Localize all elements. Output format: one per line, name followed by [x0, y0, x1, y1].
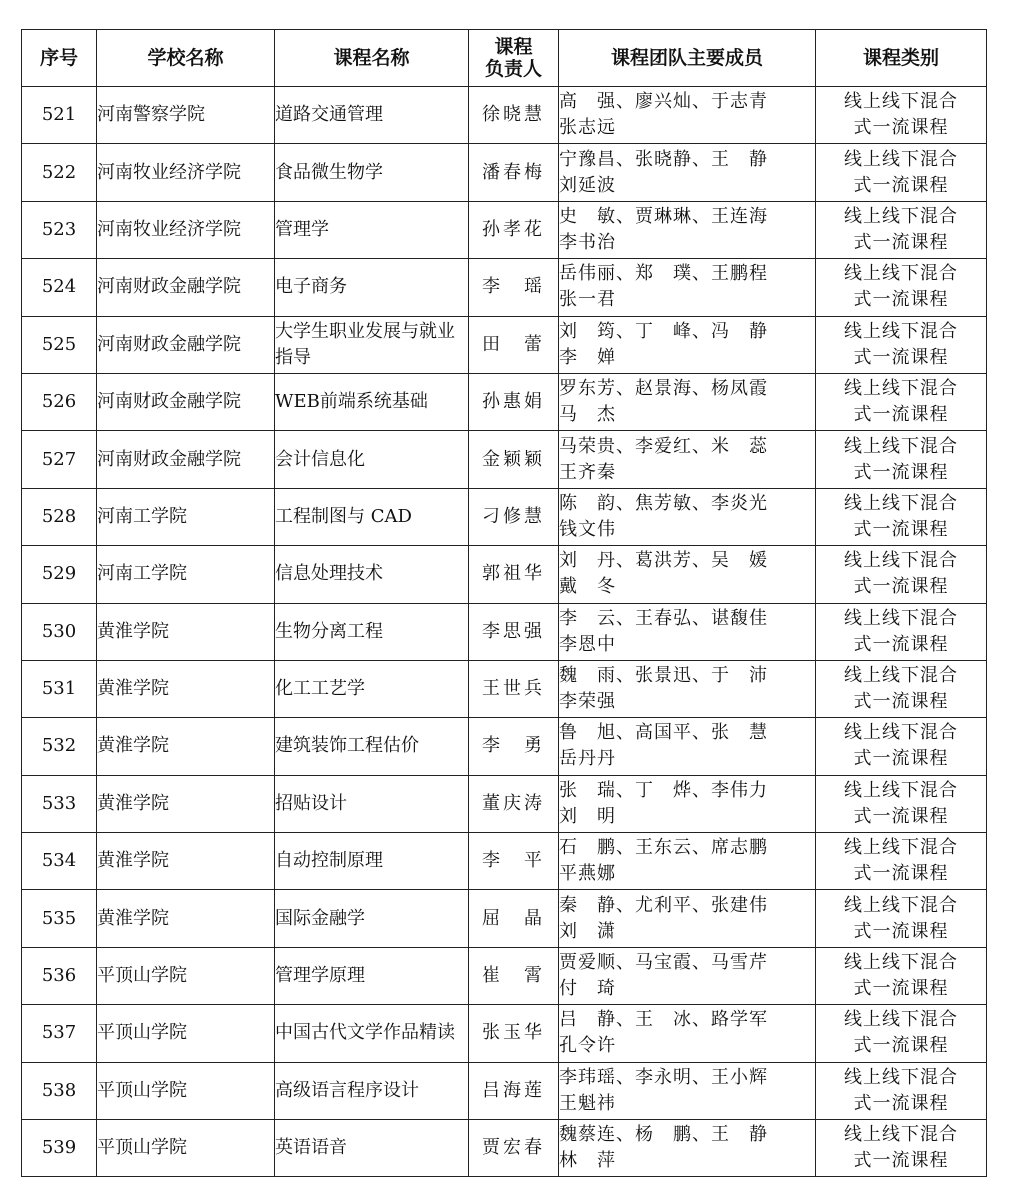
row-type-line1: 线上线下混合	[844, 492, 958, 514]
row-school: 河南工学院	[97, 488, 275, 545]
row-index: 537	[22, 1005, 97, 1062]
row-lead: 崔 霄	[469, 947, 559, 1004]
row-team-line2: 李书治	[559, 231, 616, 253]
row-team	[559, 775, 816, 832]
row-type-line2: 式一流课程	[853, 404, 949, 426]
row-school: 黄淮学院	[97, 890, 275, 947]
row-team	[559, 546, 816, 603]
row-team-line1: 魏蔡连、杨 鹏、王 静	[559, 1124, 768, 1146]
row-course: 信息处理技术	[275, 546, 469, 603]
row-type	[816, 431, 987, 488]
row-team-line1: 刘 筠、丁 峰、冯 静	[559, 320, 768, 342]
row-team-line2: 钱文伟	[559, 518, 616, 540]
row-type-line2: 式一流课程	[853, 346, 949, 368]
row-school: 黄淮学院	[97, 660, 275, 717]
row-type-line1: 线上线下混合	[844, 722, 958, 744]
row-type-line1: 线上线下混合	[844, 378, 958, 400]
row-index: 538	[22, 1062, 97, 1119]
row-course: 管理学	[275, 201, 469, 258]
row-team-line2: 马 杰	[559, 404, 616, 426]
table-row	[22, 890, 987, 947]
row-type-line2: 式一流课程	[853, 748, 949, 770]
row-team	[559, 144, 816, 201]
row-course: 工程制图与 CAD	[275, 488, 469, 545]
row-team	[559, 718, 816, 775]
row-team-line1: 张 瑞、丁 烨、李伟力	[559, 779, 768, 801]
row-type-line2: 式一流课程	[853, 978, 949, 1000]
row-type-line1: 线上线下混合	[844, 320, 958, 342]
row-lead: 李 平	[469, 833, 559, 890]
row-team-line1: 刘 丹、葛洪芳、吴 媛	[559, 550, 768, 572]
row-school: 平顶山学院	[97, 1062, 275, 1119]
row-type	[816, 259, 987, 316]
row-school: 河南牧业经济学院	[97, 144, 275, 201]
row-type-line2: 式一流课程	[853, 231, 949, 253]
row-lead: 吕海莲	[469, 1062, 559, 1119]
row-lead: 张玉华	[469, 1005, 559, 1062]
row-type-line2: 式一流课程	[853, 1150, 949, 1172]
row-team	[559, 833, 816, 890]
row-team	[559, 1005, 816, 1062]
row-type-line1: 线上线下混合	[844, 665, 958, 687]
row-index: 522	[22, 144, 97, 201]
row-type-line1: 线上线下混合	[844, 91, 958, 113]
row-type-line2: 式一流课程	[853, 289, 949, 311]
row-lead: 王世兵	[469, 660, 559, 717]
row-type	[816, 660, 987, 717]
row-lead: 田 蕾	[469, 316, 559, 373]
row-school: 黄淮学院	[97, 833, 275, 890]
row-type	[816, 546, 987, 603]
row-team	[559, 660, 816, 717]
header-type: 课程类别	[816, 30, 987, 87]
course-list-table	[21, 29, 987, 1177]
row-type	[816, 87, 987, 144]
row-course: 大学生职业发展与就业指导	[275, 316, 469, 373]
row-type	[816, 488, 987, 545]
row-team-line2: 张一君	[559, 289, 616, 311]
row-course: 英语语音	[275, 1120, 469, 1177]
row-team-line2: 孔令许	[559, 1035, 616, 1057]
row-type-line1: 线上线下混合	[844, 837, 958, 859]
row-course: 招贴设计	[275, 775, 469, 832]
row-team-line1: 高 强、廖兴灿、于志青	[559, 91, 768, 113]
row-school: 黄淮学院	[97, 603, 275, 660]
row-course: 建筑装饰工程估价	[275, 718, 469, 775]
row-team	[559, 259, 816, 316]
row-team-line1: 秦 静、尤利平、张建伟	[559, 894, 768, 916]
row-team-line1: 吕 静、王 冰、路学军	[559, 1009, 768, 1031]
row-type-line1: 线上线下混合	[844, 1009, 958, 1031]
row-school: 河南财政金融学院	[97, 431, 275, 488]
table-row	[22, 87, 987, 144]
row-type-line1: 线上线下混合	[844, 550, 958, 572]
row-type	[816, 316, 987, 373]
row-team-line2: 李荣强	[559, 691, 616, 713]
row-team	[559, 87, 816, 144]
row-type-line1: 线上线下混合	[844, 952, 958, 974]
row-lead: 金颖颖	[469, 431, 559, 488]
row-type-line2: 式一流课程	[853, 691, 949, 713]
header-lead-line2: 负责人	[484, 58, 542, 80]
row-team-line1: 贾爱顺、马宝霞、马雪芹	[559, 952, 768, 974]
row-type	[816, 201, 987, 258]
table-row	[22, 373, 987, 430]
row-team-line1: 马荣贵、李爱红、米 蕊	[559, 435, 768, 457]
row-type-line2: 式一流课程	[853, 117, 949, 139]
row-type-line2: 式一流课程	[853, 920, 949, 942]
row-index: 535	[22, 890, 97, 947]
header-index: 序号	[22, 30, 97, 87]
row-index: 529	[22, 546, 97, 603]
row-team-line1: 宁豫昌、张晓静、王 静	[559, 148, 768, 170]
row-lead: 孙惠娟	[469, 373, 559, 430]
row-school: 黄淮学院	[97, 718, 275, 775]
row-type	[816, 1120, 987, 1177]
row-lead: 李思强	[469, 603, 559, 660]
row-index: 534	[22, 833, 97, 890]
row-school: 平顶山学院	[97, 947, 275, 1004]
row-team-line1: 李 云、王春弘、谌馥佳	[559, 607, 768, 629]
row-team-line2: 张志远	[559, 117, 616, 139]
row-index: 536	[22, 947, 97, 1004]
row-team-line2: 李恩中	[559, 633, 616, 655]
row-team	[559, 947, 816, 1004]
table-row	[22, 488, 987, 545]
table-row	[22, 833, 987, 890]
row-type-line1: 线上线下混合	[844, 1124, 958, 1146]
table-row	[22, 1120, 987, 1177]
row-team-line1: 陈 韵、焦芳敏、李炎光	[559, 492, 768, 514]
table-row	[22, 947, 987, 1004]
table-header-row	[22, 30, 987, 87]
row-type-line1: 线上线下混合	[844, 779, 958, 801]
row-index: 524	[22, 259, 97, 316]
row-index: 533	[22, 775, 97, 832]
header-team: 课程团队主要成员	[559, 30, 816, 87]
row-team-line1: 岳伟丽、郑 璞、王鹏程	[559, 263, 768, 285]
row-type-line1: 线上线下混合	[844, 607, 958, 629]
row-type-line2: 式一流课程	[853, 576, 949, 598]
header-lead	[469, 30, 559, 87]
row-team-line2: 付 琦	[559, 978, 616, 1000]
row-type-line1: 线上线下混合	[844, 148, 958, 170]
table-row	[22, 1062, 987, 1119]
row-team-line2: 刘 明	[559, 805, 616, 827]
row-lead: 郭祖华	[469, 546, 559, 603]
row-type-line2: 式一流课程	[853, 461, 949, 483]
row-type-line2: 式一流课程	[853, 633, 949, 655]
row-type-line1: 线上线下混合	[844, 205, 958, 227]
row-type	[816, 890, 987, 947]
row-team-line2: 林 萍	[559, 1150, 616, 1172]
row-course: WEB前端系统基础	[275, 373, 469, 430]
row-type-line2: 式一流课程	[853, 174, 949, 196]
row-school: 平顶山学院	[97, 1120, 275, 1177]
row-index: 528	[22, 488, 97, 545]
row-index: 521	[22, 87, 97, 144]
table-row	[22, 431, 987, 488]
row-index: 525	[22, 316, 97, 373]
row-team-line2: 平燕娜	[559, 863, 616, 885]
table-row	[22, 144, 987, 201]
table-row	[22, 316, 987, 373]
row-team-line2: 李 婵	[559, 346, 616, 368]
row-course: 电子商务	[275, 259, 469, 316]
row-lead: 董庆涛	[469, 775, 559, 832]
row-course: 道路交通管理	[275, 87, 469, 144]
table-row	[22, 1005, 987, 1062]
row-team-line2: 刘 潇	[559, 920, 616, 942]
row-index: 526	[22, 373, 97, 430]
row-school: 黄淮学院	[97, 775, 275, 832]
row-index: 527	[22, 431, 97, 488]
row-type-line1: 线上线下混合	[844, 894, 958, 916]
row-school: 河南工学院	[97, 546, 275, 603]
row-index: 530	[22, 603, 97, 660]
row-lead: 屈 晶	[469, 890, 559, 947]
row-team	[559, 603, 816, 660]
row-type	[816, 373, 987, 430]
row-team	[559, 1120, 816, 1177]
row-team-line1: 史 敏、贾琳琳、王连海	[559, 205, 768, 227]
row-team-line1: 魏 雨、张景迅、于 沛	[559, 665, 768, 687]
row-index: 532	[22, 718, 97, 775]
row-type	[816, 833, 987, 890]
row-type-line2: 式一流课程	[853, 1092, 949, 1114]
row-type	[816, 718, 987, 775]
row-team	[559, 201, 816, 258]
row-team-line2: 戴 冬	[559, 576, 616, 598]
row-lead: 李 勇	[469, 718, 559, 775]
row-team	[559, 488, 816, 545]
row-school: 河南财政金融学院	[97, 259, 275, 316]
row-school: 河南牧业经济学院	[97, 201, 275, 258]
row-course: 化工工艺学	[275, 660, 469, 717]
row-course: 管理学原理	[275, 947, 469, 1004]
row-team	[559, 373, 816, 430]
table-row	[22, 259, 987, 316]
row-team-line1: 罗东芳、赵景海、杨凤霞	[559, 378, 768, 400]
row-school: 河南警察学院	[97, 87, 275, 144]
row-team-line1: 石 鹏、王东云、席志鹏	[559, 837, 768, 859]
table-row	[22, 660, 987, 717]
row-lead: 贾宏春	[469, 1120, 559, 1177]
row-team-line2: 王齐秦	[559, 461, 616, 483]
row-course: 食品微生物学	[275, 144, 469, 201]
row-team-line2: 岳丹丹	[559, 748, 616, 770]
row-type	[816, 1005, 987, 1062]
row-index: 523	[22, 201, 97, 258]
header-lead-line1: 课程	[494, 36, 533, 58]
row-type	[816, 603, 987, 660]
row-team	[559, 890, 816, 947]
row-team	[559, 1062, 816, 1119]
row-type-line2: 式一流课程	[853, 1035, 949, 1057]
row-school: 河南财政金融学院	[97, 316, 275, 373]
row-school: 平顶山学院	[97, 1005, 275, 1062]
row-type	[816, 144, 987, 201]
row-lead: 潘春梅	[469, 144, 559, 201]
row-type-line2: 式一流课程	[853, 518, 949, 540]
row-team-line1: 李玮瑶、李永明、王小辉	[559, 1066, 768, 1088]
row-course: 中国古代文学作品精读	[275, 1005, 469, 1062]
row-team-line2: 刘延波	[559, 174, 616, 196]
row-course: 生物分离工程	[275, 603, 469, 660]
row-team	[559, 431, 816, 488]
row-course: 高级语言程序设计	[275, 1062, 469, 1119]
row-team-line1: 鲁 旭、高国平、张 慧	[559, 722, 768, 744]
row-type	[816, 775, 987, 832]
row-type-line1: 线上线下混合	[844, 1066, 958, 1088]
row-lead: 刁修慧	[469, 488, 559, 545]
row-course: 会计信息化	[275, 431, 469, 488]
row-lead: 孙孝花	[469, 201, 559, 258]
row-team	[559, 316, 816, 373]
table-row	[22, 201, 987, 258]
table-row	[22, 718, 987, 775]
row-course: 自动控制原理	[275, 833, 469, 890]
row-school: 河南财政金融学院	[97, 373, 275, 430]
header-course: 课程名称	[275, 30, 469, 87]
row-type-line2: 式一流课程	[853, 863, 949, 885]
row-type-line1: 线上线下混合	[844, 435, 958, 457]
row-course: 国际金融学	[275, 890, 469, 947]
row-team-line2: 王魁祎	[559, 1092, 616, 1114]
row-type-line2: 式一流课程	[853, 805, 949, 827]
row-type-line1: 线上线下混合	[844, 263, 958, 285]
row-lead: 徐晓慧	[469, 87, 559, 144]
table-row	[22, 546, 987, 603]
header-school: 学校名称	[97, 30, 275, 87]
table-row	[22, 603, 987, 660]
row-type	[816, 947, 987, 1004]
row-lead: 李 瑶	[469, 259, 559, 316]
row-index: 539	[22, 1120, 97, 1177]
row-index: 531	[22, 660, 97, 717]
row-type	[816, 1062, 987, 1119]
table-row	[22, 775, 987, 832]
